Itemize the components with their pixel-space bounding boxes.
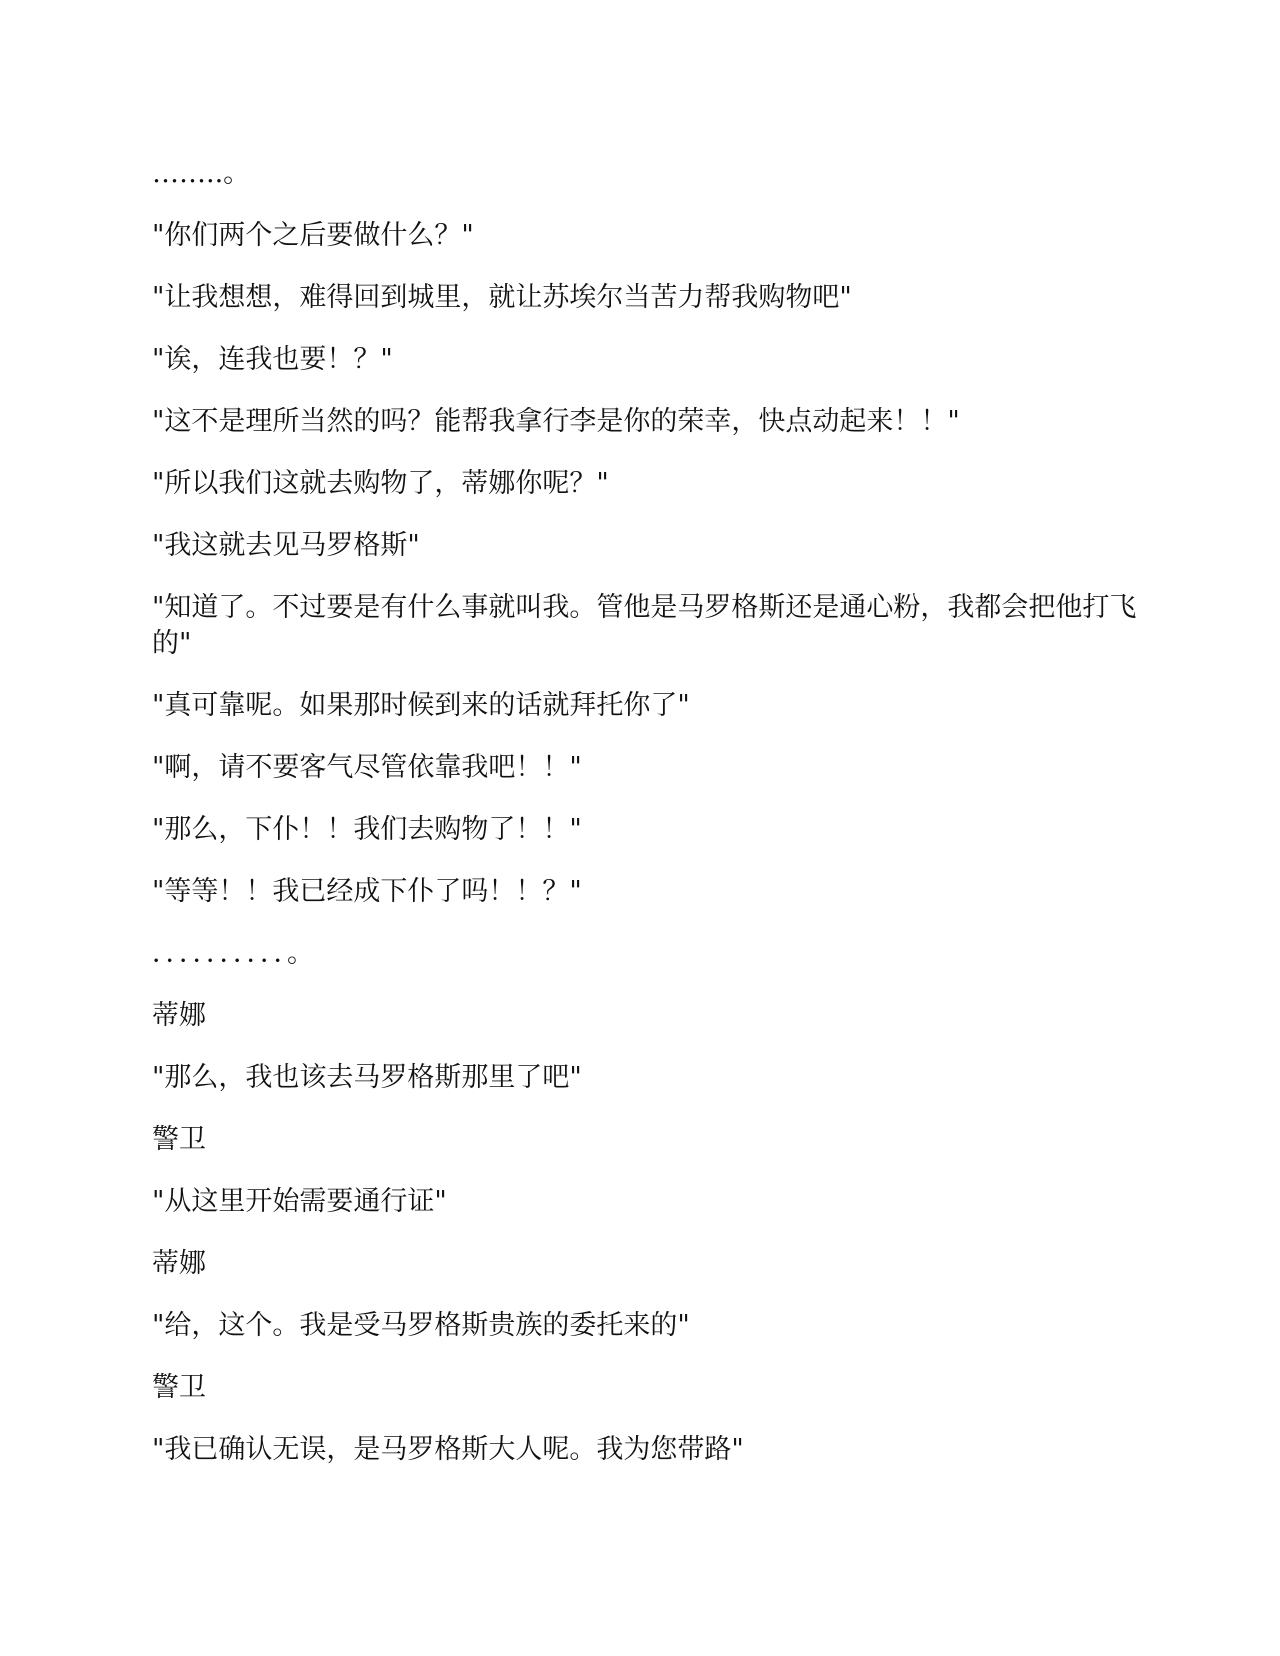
paragraph: "从这里开始需要通行证" (152, 1186, 447, 1217)
paragraph: "那么，我也该去马罗格斯那里了吧" (152, 1062, 582, 1093)
paragraph: "等等！！我已经成下仆了吗！！？" (152, 876, 582, 907)
paragraph: "诶，连我也要！？" (152, 344, 393, 375)
paragraph: "让我想想，难得回到城里，就让苏埃尔当苦力帮我购物吧" (152, 282, 852, 313)
paragraph: "啊，请不要客气尽管依靠我吧！！" (152, 752, 582, 783)
paragraph: ．．．．．．．．．．。 (152, 938, 314, 969)
speaker-name: 蒂娜 (152, 1248, 206, 1279)
paragraph: "给，这个。我是受马罗格斯贵族的委托来的" (152, 1310, 690, 1341)
paragraph: "知道了。不过要是有什么事就叫我。管他是马罗格斯还是通心粉，我都会把他打飞的" (152, 592, 1137, 659)
speaker-name: 警卫 (152, 1124, 206, 1155)
paragraph: "真可靠呢。如果那时候到来的话就拜托你了" (152, 690, 690, 721)
paragraph: "我这就去见马罗格斯" (152, 530, 420, 561)
speaker-name: 蒂娜 (152, 1000, 206, 1031)
paragraph: "我已确认无误，是马罗格斯大人呢。我为您带路" (152, 1434, 744, 1465)
speaker-name: 警卫 (152, 1372, 206, 1403)
paragraph: "这不是理所当然的吗？能帮我拿行李是你的荣幸，快点动起来！！" (152, 406, 960, 437)
paragraph: "你们两个之后要做什么？" (152, 220, 474, 251)
paragraph: "所以我们这就去购物了，蒂娜你呢？" (152, 468, 609, 499)
document-body (152, 156, 1142, 1494)
paragraph: ……..。 (152, 158, 251, 189)
paragraph: "那么，下仆！！我们去购物了！！" (152, 814, 582, 845)
